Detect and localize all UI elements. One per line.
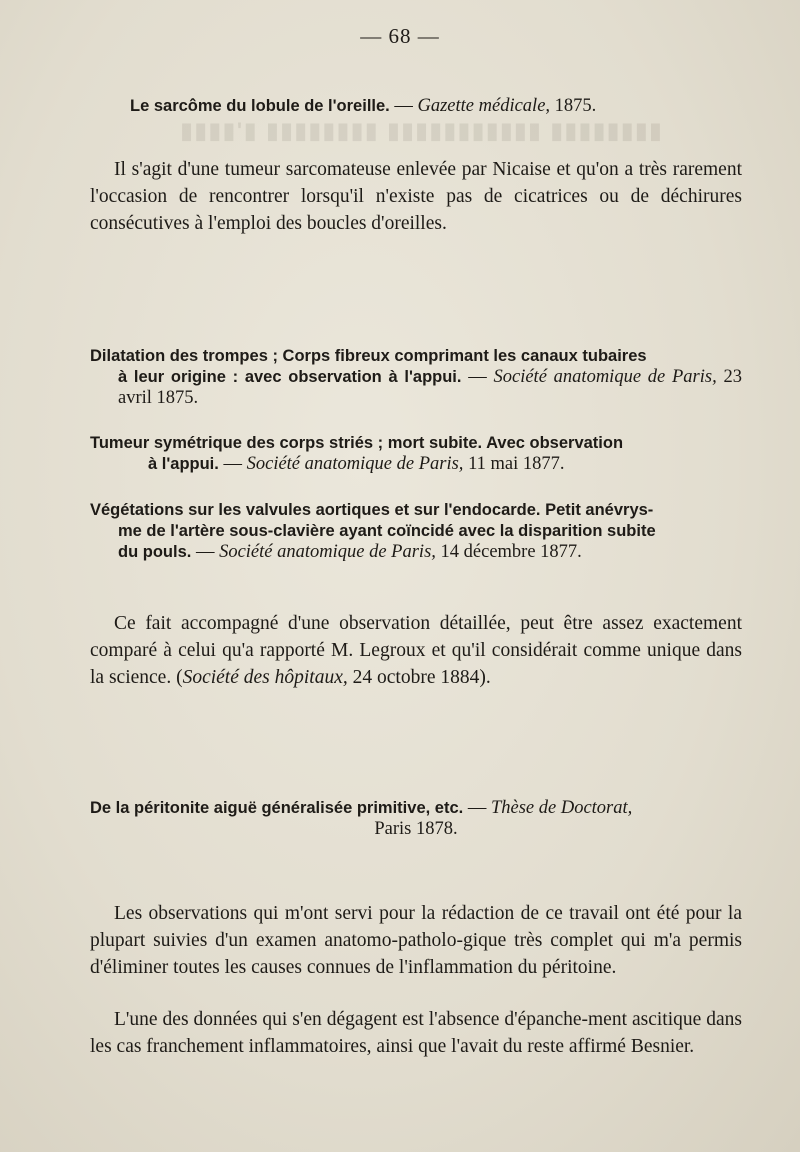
bibliography-entry-4 [90, 500, 742, 563]
paragraph-2 [90, 610, 742, 691]
entry-separator: — [191, 542, 220, 562]
entry-line-2 [90, 367, 742, 409]
entry-line-3 [90, 542, 742, 563]
entry-source: Société anatomique de Paris, [493, 367, 717, 387]
bibliography-entry-2 [90, 346, 742, 409]
entry-title-line-3: du pouls. [118, 543, 192, 561]
entry-title: De la péritonite aiguë généralisée primitive, etc. [90, 799, 464, 817]
entry-title-line-1: Végétations sur les valvules aortiques et sur l'endocarde. Petit anévrys- [90, 501, 654, 519]
paragraph-2-text: Ce fait accompagné d'une observation détaillée, peut être assez exactement comparé à celui qu'a rapporté M. Legroux et qu'il considérait comme unique dans la science. ( [90, 613, 742, 688]
entry-separator: — [218, 454, 247, 474]
paragraph-4: L'une des données qui s'en dégagent est l'absence d'épanche-ment ascitique dans les cas franchement inflammatoires, ainsi que l'avait du reste affirmé Besnier. [90, 1009, 742, 1057]
paragraph-1: Il s'agit d'une tumeur sarcomateuse enlevée par Nicaise et qu'on a très rarement l'occasion de rencontrer lorsqu'il n'existe pas de cicatrices ou de déchirures consécutives à l'emploi des boucles d'oreilles. [90, 159, 742, 234]
entry-source: Gazette médicale, [417, 96, 551, 116]
paragraph-2-source: Société des hôpitaux, [182, 667, 348, 688]
entry-source: Thèse de Doctorat, [490, 798, 633, 818]
entry-separator: — [461, 367, 494, 387]
entry-separator: — [463, 798, 491, 818]
entry-line-2 [90, 454, 742, 475]
entry-separator: — [389, 96, 418, 116]
entry-source: Société anatomique de Paris, [246, 454, 464, 474]
entry-title-line-1: Dilatation des trompes ; Corps fibreux comprimant les canaux tubaires [90, 347, 647, 365]
bibliography-entry-3 [90, 433, 742, 475]
paragraph-2-date: 24 octobre 1884). [347, 667, 491, 688]
entry-title-line-2: à l'appui. [148, 455, 219, 473]
entry-date: Paris 1878. [374, 819, 458, 839]
entry-date: 1875. [550, 96, 597, 116]
bibliography-entry-5 [90, 798, 742, 840]
bibliography-entry-1 [90, 96, 742, 117]
entry-title-line-2: à leur origine : avec observation à l'appui. [118, 368, 462, 386]
entry-title: Le sarcôme du lobule de l'oreille. [130, 97, 390, 115]
entry-line-1 [90, 798, 742, 819]
entry-date: 14 décembre 1877. [435, 542, 582, 562]
bleed-through-title: ▮▮▮▮▮▮▮▮ ▮▮▮▮▮▮▮▮▮▮▮ ▮▮▮▮▮▮▮▮ ▮'▮▮▮▮ [178, 118, 662, 143]
entry-date: 23 avril 1875. [118, 367, 742, 408]
entry-title-line-1: Tumeur symétrique des corps striés ; mort subite. Avec observation [90, 434, 624, 452]
page-number: — 68 — [360, 24, 440, 48]
entry-title-line-2: me de l'artère sous-clavière ayant coïncidé avec la disparition subite [118, 522, 656, 540]
entry-date: 11 mai 1877. [463, 454, 565, 474]
paragraph-3: Les observations qui m'ont servi pour la rédaction de ce travail ont été pour la plupart suivies d'un examen anatomo-patholo-gique très complet qui m'a permis d'éliminer toutes les causes connues de l'inflammation du péritoine. [90, 903, 742, 978]
entry-source: Société anatomique de Paris, [219, 542, 436, 562]
